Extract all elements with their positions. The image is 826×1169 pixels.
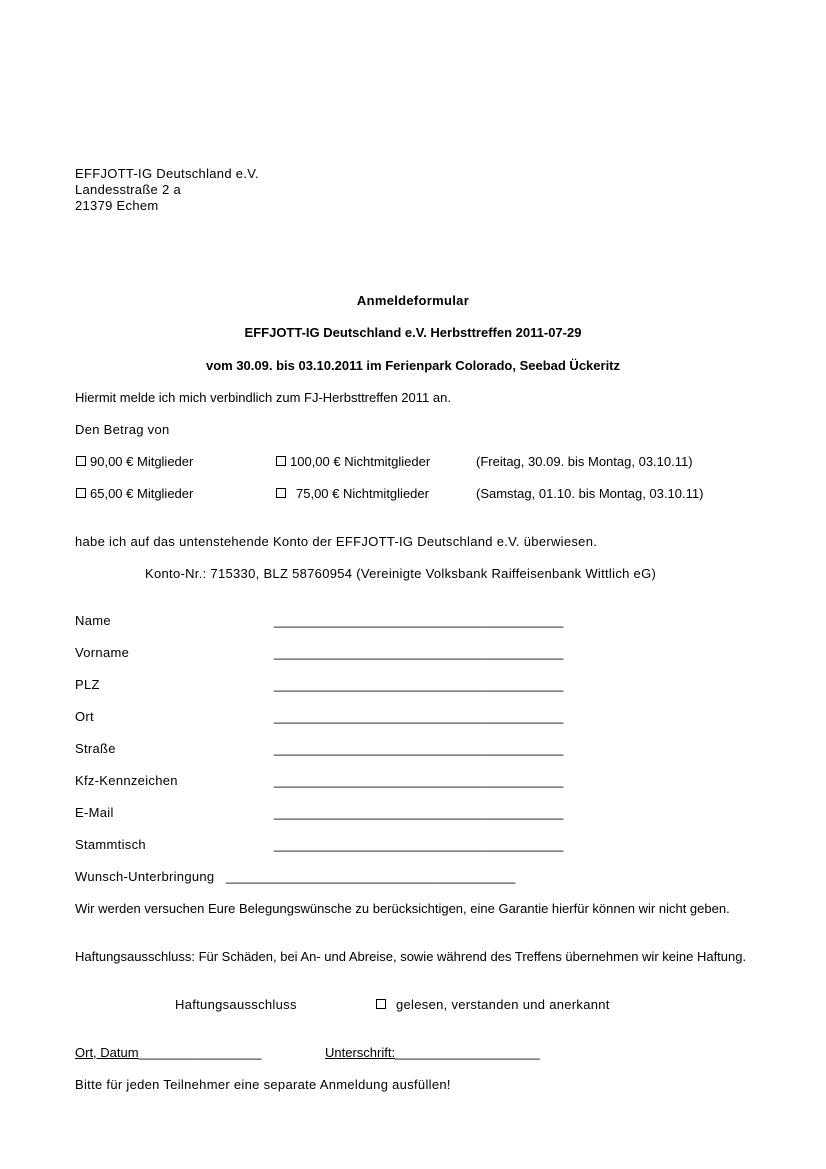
checkbox-icon[interactable] [276,488,286,498]
field-label-name: Name [75,613,111,628]
field-label-email: E-Mail [75,805,114,820]
checkbox-icon[interactable] [76,488,86,498]
footer-note: Bitte für jeden Teilnehmer eine separate Anmeldung ausfüllen! [75,1077,451,1092]
intro-text: Hiermit melde ich mich verbindlich zum FJ-Herbsttreffen 2011 an. [75,390,451,405]
sender-street: Landesstraße 2 a [75,182,181,197]
field-label-kfz: Kfz-Kennzeichen [75,773,178,788]
field-label-strasse: Straße [75,741,116,756]
field-line-email[interactable]: ________________________________________ [274,805,564,820]
event-dates: vom 30.09. bis 03.10.2011 im Ferienpark Colorado, Seebad Ückeritz [205,358,621,373]
field-line-name[interactable]: ________________________________________ [274,613,564,628]
field-line-plz[interactable]: ________________________________________ [274,677,564,692]
sender-city: 21379 Echem [75,198,159,213]
field-line-kfz[interactable]: ________________________________________ [274,773,564,788]
field-label-ort: Ort [75,709,94,724]
option-period-2: (Samstag, 01.10. bis Montag, 03.10.11) [476,486,704,501]
liability-check-text: gelesen, verstanden und anerkannt [396,997,610,1012]
wish-label: Wunsch-Unterbringung [75,869,215,884]
signature-label: Unterschrift: [325,1045,396,1060]
transfer-text: habe ich auf das untenstehende Konto der EFFJOTT-IG Deutschland e.V. überwiesen. [75,534,598,549]
checkbox-icon[interactable] [76,456,86,466]
signature-field[interactable] [325,1045,540,1061]
checkbox-icon[interactable] [376,999,386,1009]
place-date-line[interactable]: _________________ [138,1045,262,1060]
option-nonmember-100[interactable] [276,454,430,470]
option-nonmember-75[interactable] [276,486,429,502]
sender-org: EFFJOTT-IG Deutschland e.V. [75,166,259,181]
option-period-1: (Freitag, 30.09. bis Montag, 03.10.11) [476,454,693,469]
event-title: EFFJOTT-IG Deutschland e.V. Herbsttreffen 2011-07-29 [244,325,582,340]
option-label: 65,00 € Mitglieder [90,486,194,501]
field-label-stammtisch: Stammtisch [75,837,146,852]
field-label-plz: PLZ [75,677,100,692]
liability-checkbox[interactable] [376,997,610,1013]
liability-check-label: Haftungsausschluss [175,997,297,1012]
field-line-ort[interactable]: ________________________________________ [274,709,564,724]
account-info: Konto-Nr.: 715330, BLZ 58760954 (Vereinigte Volksbank Raiffeisenbank Wittlich eG) [145,566,657,581]
place-date-label: Ort, Datum [75,1045,139,1060]
checkbox-icon[interactable] [276,456,286,466]
wish-line[interactable]: ________________________________________ [226,869,516,884]
signature-line[interactable]: ____________________ [395,1045,540,1060]
amount-label: Den Betrag von [75,422,170,437]
option-member-65[interactable] [76,486,193,502]
option-label: 100,00 € Nichtmitglieder [290,454,431,469]
notice-text: Wir werden versuchen Eure Belegungswünsche zu berücksichtigen, eine Garantie hierfür können wir nicht geben. [75,901,730,916]
field-label-vorname: Vorname [75,645,130,660]
field-line-vorname[interactable]: ________________________________________ [274,645,564,660]
option-label: 75,00 € Nichtmitglieder [296,486,429,501]
form-title: Anmeldeformular [356,293,470,308]
option-label: 90,00 € Mitglieder [90,454,194,469]
field-line-strasse[interactable]: ________________________________________ [274,741,564,756]
field-line-stammtisch[interactable]: ________________________________________ [274,837,564,852]
option-member-90[interactable] [76,454,193,470]
place-date[interactable] [75,1045,262,1061]
liability-text: Haftungsausschluss: Für Schäden, bei An- und Abreise, sowie während des Treffens übernehmen wir keine Haftung. [75,949,747,964]
